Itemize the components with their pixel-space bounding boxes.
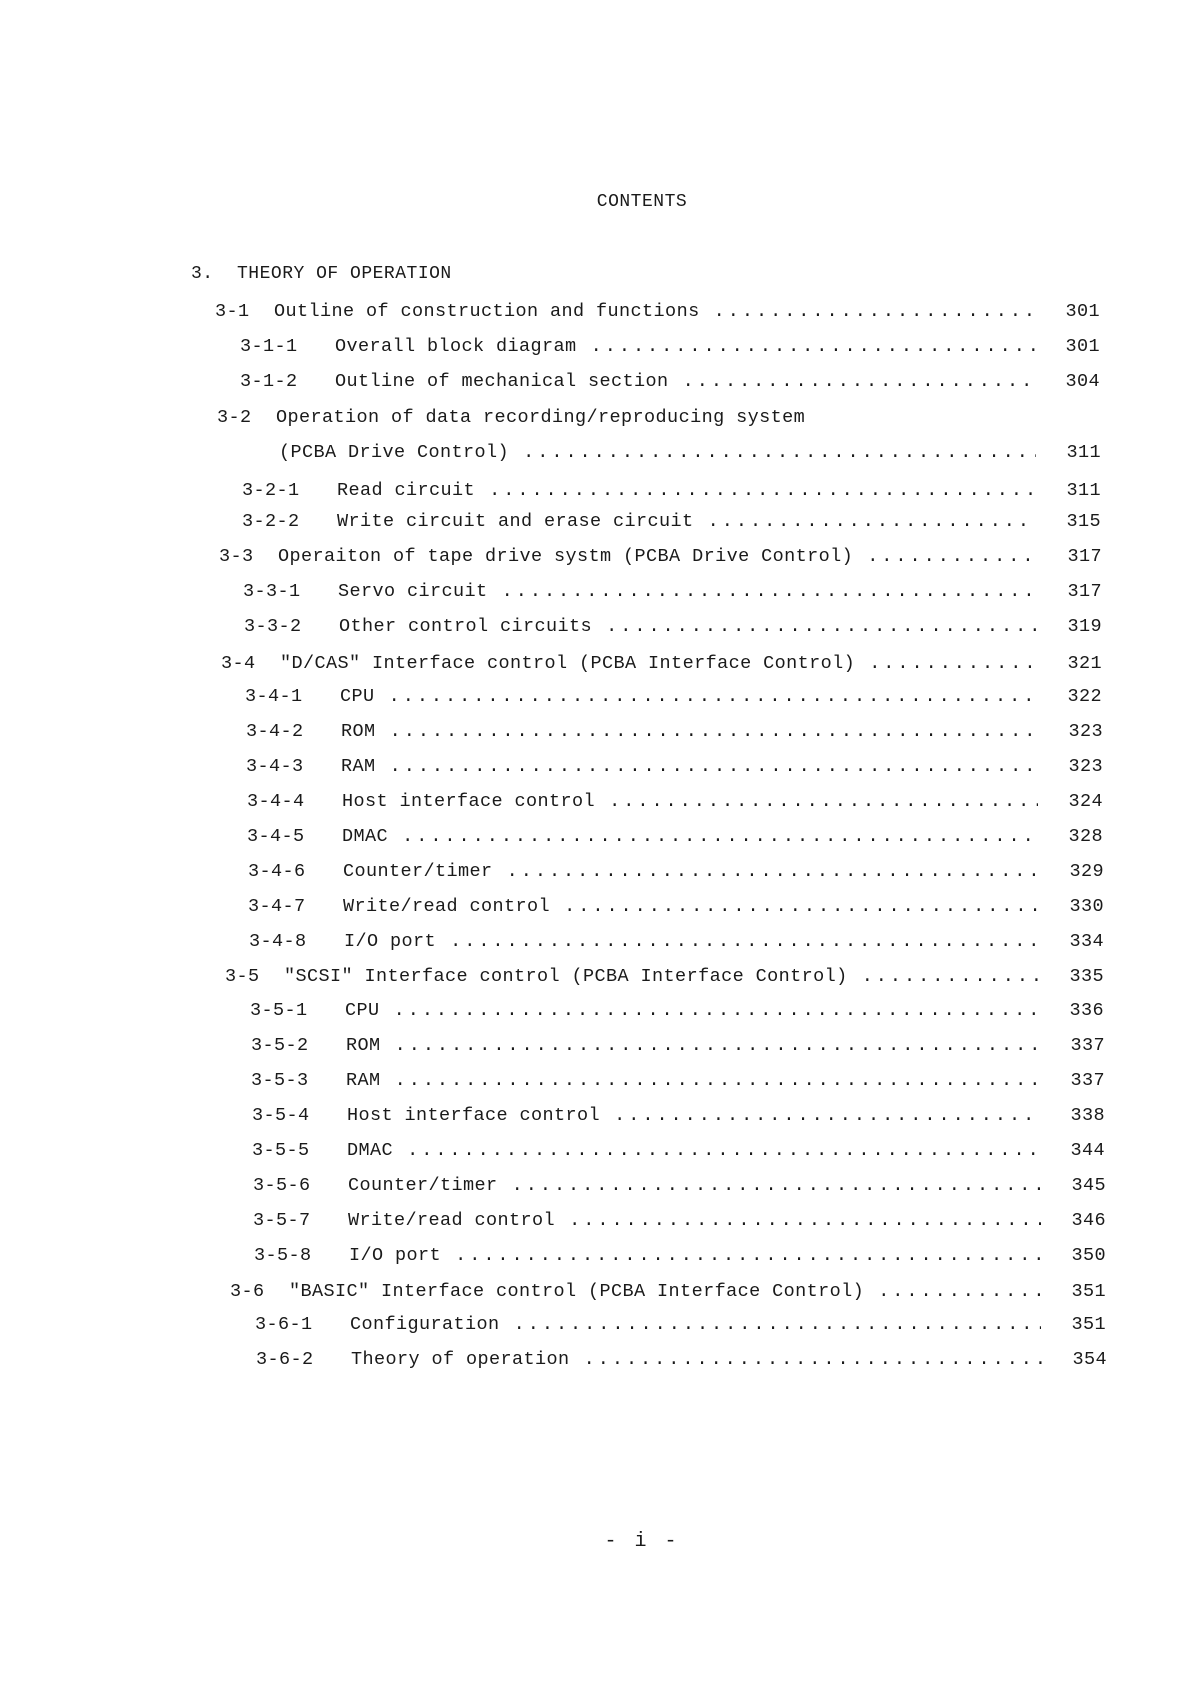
chapter-heading (191, 264, 452, 284)
toc-entry (0, 301, 1190, 327)
toc-entry-title: Outline of mechanical section ..... (335, 371, 1035, 392)
toc-entry-number: 3-3 (219, 546, 254, 567)
toc-entry-page: 350 (1071, 1245, 1106, 1266)
toc-entry (0, 407, 1190, 433)
toc-entry-title: ROM ..... (346, 1035, 1040, 1056)
toc-entry (0, 1070, 1190, 1096)
toc-entry (0, 1105, 1190, 1131)
toc-entry (0, 1035, 1190, 1061)
toc-entry-title: Configuration ..... (350, 1314, 1041, 1335)
toc-entry-title: Counter/timer ..... (343, 861, 1039, 882)
toc-entry-title: DMAC ..... (342, 826, 1038, 847)
toc-entry-page: 315 (1066, 511, 1101, 532)
toc-entry (0, 686, 1190, 712)
toc-entry-page: 337 (1070, 1070, 1105, 1091)
toc-entry-number: 3-4-2 (246, 721, 304, 742)
toc-entry-title: Servo circuit ..... (338, 581, 1037, 602)
toc-entry-title: Outline of construction and functions ..... (274, 301, 1035, 322)
toc-entry-page: 328 (1068, 826, 1103, 847)
toc-entry-title: (PCBA Drive Control) ..... (279, 442, 1036, 463)
toc-entry (0, 1000, 1190, 1026)
toc-entry-page: 311 (1066, 442, 1101, 463)
toc-entry-page: 304 (1065, 371, 1100, 392)
toc-entry-title: "SCSI" Interface control (PCBA Interface Control) ..... (284, 966, 1039, 987)
toc-entry-page: 344 (1070, 1140, 1105, 1161)
toc-entry-title: "D/CAS" Interface control (PCBA Interface Control) ..... (280, 653, 1037, 674)
toc-entry (0, 1281, 1190, 1307)
toc-entry-title: Other control circuits ..... (339, 616, 1037, 637)
toc-entry-number: 3-5-4 (252, 1105, 310, 1126)
toc-entry-number: 3-4-8 (249, 931, 307, 952)
chapter-title: THEORY OF OPERATION (237, 264, 452, 284)
toc-entry-title: Write/read control ..... (343, 896, 1039, 917)
toc-entry-page: 346 (1071, 1210, 1106, 1231)
toc-entry (0, 1175, 1190, 1201)
toc-entry (0, 861, 1190, 887)
toc-entry-number: 3-4-5 (247, 826, 305, 847)
toc-entry-number: 3-4-6 (248, 861, 306, 882)
toc-entry-number: 3-1 (215, 301, 250, 322)
toc-entry-page: 329 (1069, 861, 1104, 882)
toc-entry-title: RAM ..... (346, 1070, 1040, 1091)
toc-entry-page: 317 (1067, 546, 1102, 567)
toc-entry-number: 3-5 (225, 966, 260, 987)
toc-entry-number: 3-1-2 (240, 371, 298, 392)
toc-entry (0, 1210, 1190, 1236)
toc-entry-page: 301 (1065, 336, 1100, 357)
toc-entry-page: 351 (1071, 1314, 1106, 1335)
toc-entry-page: 351 (1071, 1281, 1106, 1302)
toc-entry-number: 3-4 (221, 653, 256, 674)
toc-entry (0, 721, 1190, 747)
toc-entry-number: 3-5-6 (253, 1175, 311, 1196)
toc-entry-number: 3-6 (230, 1281, 265, 1302)
toc-entry-title: Counter/timer ..... (348, 1175, 1041, 1196)
toc-entry-number: 3-5-2 (251, 1035, 309, 1056)
toc-entry-page: 322 (1067, 686, 1102, 707)
toc-entry (0, 371, 1190, 397)
toc-entry-title: Write/read control ..... (348, 1210, 1041, 1231)
toc-entry-title: Theory of operation ..... (351, 1349, 1042, 1370)
toc-entry (0, 616, 1190, 642)
toc-entry (0, 966, 1190, 992)
toc-entry (0, 1349, 1190, 1375)
toc-entry (0, 511, 1190, 537)
toc-entry (0, 1140, 1190, 1166)
page-number: - i - (604, 1530, 680, 1553)
toc-entry-title: Read circuit ..... (337, 480, 1036, 501)
toc-entry (0, 546, 1190, 572)
toc-entry-title: Operaiton of tape drive systm (PCBA Drive Control) ..... (278, 546, 1037, 567)
toc-entry (0, 1314, 1190, 1340)
toc-entry-number: 3-6-1 (255, 1314, 313, 1335)
toc-entry-title: Overall block diagram ..... (335, 336, 1035, 357)
toc-entry-page: 330 (1069, 896, 1104, 917)
toc-entry-page: 319 (1067, 616, 1102, 637)
toc-entry (0, 791, 1190, 817)
toc-entry (0, 653, 1190, 679)
toc-entry (0, 756, 1190, 782)
page-title: CONTENTS (596, 192, 688, 212)
toc-entry-number: 3-4-4 (247, 791, 305, 812)
toc-entry-title: I/O port ..... (349, 1245, 1041, 1266)
toc-entry-number: 3-5-3 (251, 1070, 309, 1091)
toc-entry-number: 3-3-2 (244, 616, 302, 637)
toc-entry (0, 336, 1190, 362)
toc-entry-number: 3-5-1 (250, 1000, 308, 1021)
toc-entry-page: 323 (1068, 721, 1103, 742)
toc-entry-page: 311 (1066, 480, 1101, 501)
toc-entry (0, 896, 1190, 922)
toc-entry-title: RAM ..... (341, 756, 1038, 777)
chapter-number: 3. (191, 264, 214, 284)
toc-entry-number: 3-4-3 (246, 756, 304, 777)
toc-entry-number: 3-5-5 (252, 1140, 310, 1161)
toc-entry (0, 826, 1190, 852)
toc-entry-number: 3-2-2 (242, 511, 300, 532)
toc-entry-page: 338 (1070, 1105, 1105, 1126)
toc-entry-number: 3-2-1 (242, 480, 300, 501)
toc-entry-page: 345 (1071, 1175, 1106, 1196)
toc-entry (0, 442, 1190, 468)
toc-entry-title: Host interface control ..... (347, 1105, 1040, 1126)
toc-entry-title: ROM ..... (341, 721, 1038, 742)
toc-entry-page: 336 (1069, 1000, 1104, 1021)
toc-entry-page: 324 (1068, 791, 1103, 812)
toc-entry (0, 931, 1190, 957)
toc-entry-title: I/O port ..... (344, 931, 1039, 952)
toc-entry-page: 334 (1069, 931, 1104, 952)
toc-entry-page: 321 (1067, 653, 1102, 674)
toc-entry-page: 354 (1072, 1349, 1107, 1370)
toc-entry (0, 581, 1190, 607)
toc-entry-title: Operation of data recording/reproducing system (276, 407, 806, 428)
toc-entry-number: 3-3-1 (243, 581, 301, 602)
toc-entry-title: CPU ..... (340, 686, 1037, 707)
toc-entry-number: 3-1-1 (240, 336, 298, 357)
toc-entry-page: 335 (1069, 966, 1104, 987)
toc-entry (0, 480, 1190, 506)
toc-entry-title: CPU ..... (345, 1000, 1039, 1021)
toc-entry-page: 337 (1070, 1035, 1105, 1056)
toc-entry-page: 317 (1067, 581, 1102, 602)
toc-entry-number: 3-4-1 (245, 686, 303, 707)
toc-entry-title: "BASIC" Interface control (PCBA Interface Control) ..... (289, 1281, 1041, 1302)
toc-entry (0, 1245, 1190, 1271)
toc-entry-number: 3-6-2 (256, 1349, 314, 1370)
toc-entry-number: 3-4-7 (248, 896, 306, 917)
toc-entry-title: Write circuit and erase circuit ..... (337, 511, 1036, 532)
toc-entry-number: 3-2 (217, 407, 252, 428)
toc-entry-page: 323 (1068, 756, 1103, 777)
toc-entry-title: DMAC ..... (347, 1140, 1040, 1161)
toc-entry-number: 3-5-7 (253, 1210, 311, 1231)
toc-entry-page: 301 (1065, 301, 1100, 322)
toc-entry-number: 3-5-8 (254, 1245, 312, 1266)
toc-entry-title: Host interface control ..... (342, 791, 1038, 812)
